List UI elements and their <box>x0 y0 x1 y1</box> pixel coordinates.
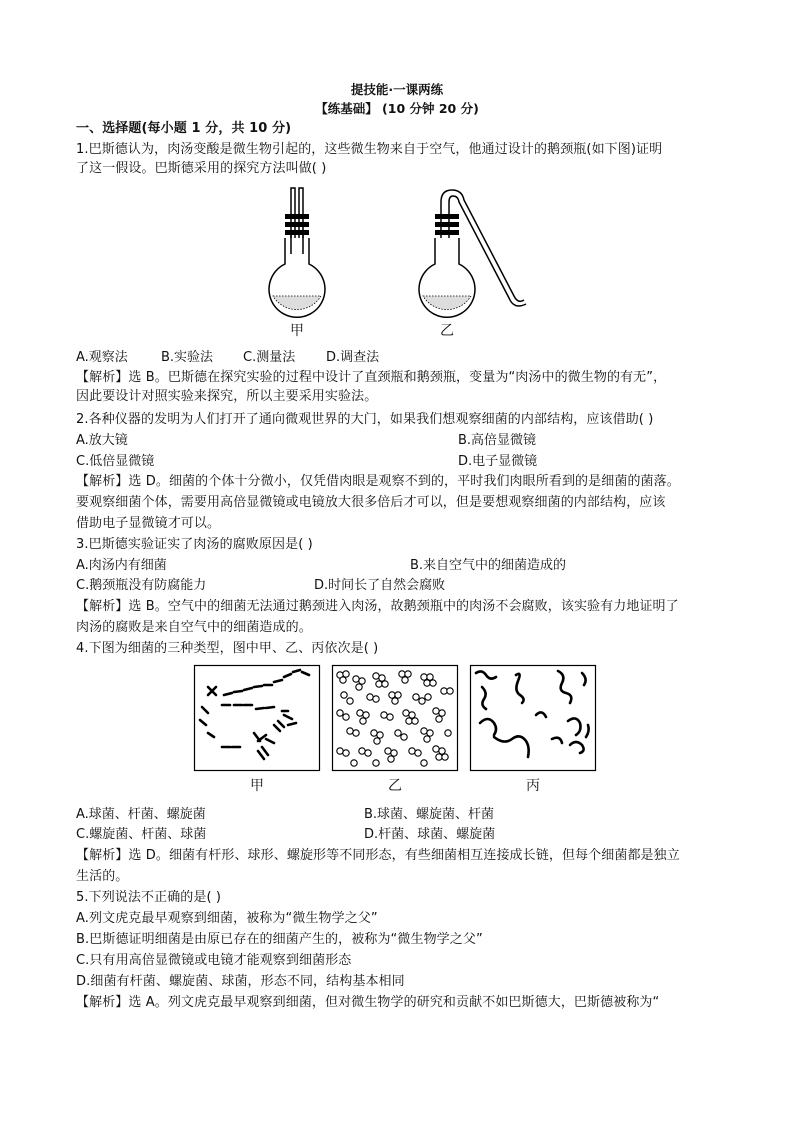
q2-option-a: A.放大镜 <box>76 433 128 448</box>
q4-analysis-line2: 生活的。 <box>76 869 129 884</box>
bacteria-label-yi: 乙 <box>388 778 402 794</box>
q3-option-b: B.来自空气中的细菌造成的 <box>410 558 567 573</box>
q3-analysis-line2: 肉汤的腐败是来自空气中的细菌造成的。 <box>76 620 312 635</box>
q1-option-b: B.实验法 <box>161 350 214 365</box>
q3-option-c: C.鹅颈瓶没有防腐能力 <box>76 578 207 593</box>
q4-option-d: D.杆菌、球菌、螺旋菌 <box>364 827 496 842</box>
section-heading: 一、选择题(每小题 1 分，共 10 分) <box>76 121 292 136</box>
q5-option-d: D.细菌有杆菌、螺旋菌、球菌，形态不同，结构基本相同 <box>76 974 405 989</box>
gooseneck-flask-figure <box>418 188 530 320</box>
q4-option-b: B.球菌、螺旋菌、杆菌 <box>364 807 495 822</box>
q2-analysis-line3: 借助电子显微镜才可以。 <box>76 516 221 531</box>
q2-analysis-line1: 【解析】选 D。细菌的个体十分微小，仅凭借肉眼是观察不到的，平时我们肉眼所看到的是细菌的菌落。 <box>76 474 680 489</box>
q2-option-b: B.高倍显微镜 <box>458 433 537 448</box>
q2-option-d: D.电子显微镜 <box>458 454 538 469</box>
q5-stem: 5.下列说法不正确的是( ) <box>76 890 222 905</box>
flask-label-jia: 甲 <box>290 323 304 339</box>
q3-option-d: D.时间长了自然会腐败 <box>314 578 446 593</box>
q2-stem: 2.各种仪器的发明为人们打开了通向微观世界的大门，如果我们想观察细菌的内部结构，应该借助( ) <box>76 412 654 427</box>
spiral-bacteria-figure <box>470 665 596 771</box>
q4-option-c: C.螺旋菌、杆菌、球菌 <box>76 827 207 842</box>
q1-analysis-line2: 因此要设计对照实验来探究，所以主要采用实验法。 <box>76 389 378 404</box>
q3-option-a: A.肉汤内有细菌 <box>76 558 167 573</box>
q5-analysis-line1: 【解析】选 A。列文虎克最早观察到细菌，但对微生物学的研究和贡献不如巴斯德大，巴斯德被称为“ <box>76 995 660 1010</box>
q5-option-b: B.巴斯德证明细菌是由原已存在的细菌产生的，被称为“微生物学之父” <box>76 932 483 947</box>
q4-analysis-line1: 【解析】选 D。细菌有杆形、球形、螺旋形等不同形态，有些细菌相互连接成长链，但每个细菌都是独立 <box>76 848 680 863</box>
q1-stem-line1: 1.巴斯德认为，肉汤变酸是微生物引起的，这些微生物来自于空气，他通过设计的鹅颈瓶(如下图)证明 <box>76 142 663 157</box>
bacteria-label-bing: 丙 <box>526 778 540 794</box>
q1-stem-line2: 了这一假设。巴斯德采用的探究方法叫做( ) <box>76 161 327 176</box>
q1-option-c: C.测量法 <box>243 350 296 365</box>
q3-stem: 3.巴斯德实验证实了肉汤的腐败原因是( ) <box>76 537 313 552</box>
q3-analysis-line1: 【解析】选 B。空气中的细菌无法通过鹅颈进入肉汤，故鹅颈瓶中的肉汤不会腐败，该实验有力地证明了 <box>76 599 679 614</box>
q5-option-a: A.列文虎克最早观察到细菌，被称为“微生物学之父” <box>76 911 378 926</box>
bacteria-label-jia: 甲 <box>250 778 264 794</box>
q1-analysis-line1: 【解析】选 B。巴斯德在探究实验的过程中设计了直颈瓶和鹅颈瓶，变量为“肉汤中的微生物的有无”， <box>76 370 667 385</box>
page-subtitle: 【练基础】 (10 分钟 20 分) <box>315 101 479 116</box>
cocci-bacteria-figure <box>332 665 458 771</box>
q1-option-d: D.调查法 <box>326 350 380 365</box>
flask-label-yi: 乙 <box>440 323 454 339</box>
q2-analysis-line2: 要观察细菌个体，需要用高倍显微镜或电镜放大很多倍后才可以，但是要想观察细菌的内部结构，应该 <box>76 495 666 510</box>
page-title: 提技能·一课两练 <box>350 82 444 97</box>
q5-option-c: C.只有用高倍显微镜或电镜才能观察到细菌形态 <box>76 953 352 968</box>
straight-neck-flask-figure <box>268 188 338 320</box>
q1-option-a: A.观察法 <box>76 350 128 365</box>
q2-option-c: C.低倍显微镜 <box>76 454 155 469</box>
rod-bacteria-figure <box>194 665 320 771</box>
q4-stem: 4.下图为细菌的三种类型，图中甲、乙、丙依次是( ) <box>76 641 379 656</box>
q4-option-a: A.球菌、杆菌、螺旋菌 <box>76 807 206 822</box>
